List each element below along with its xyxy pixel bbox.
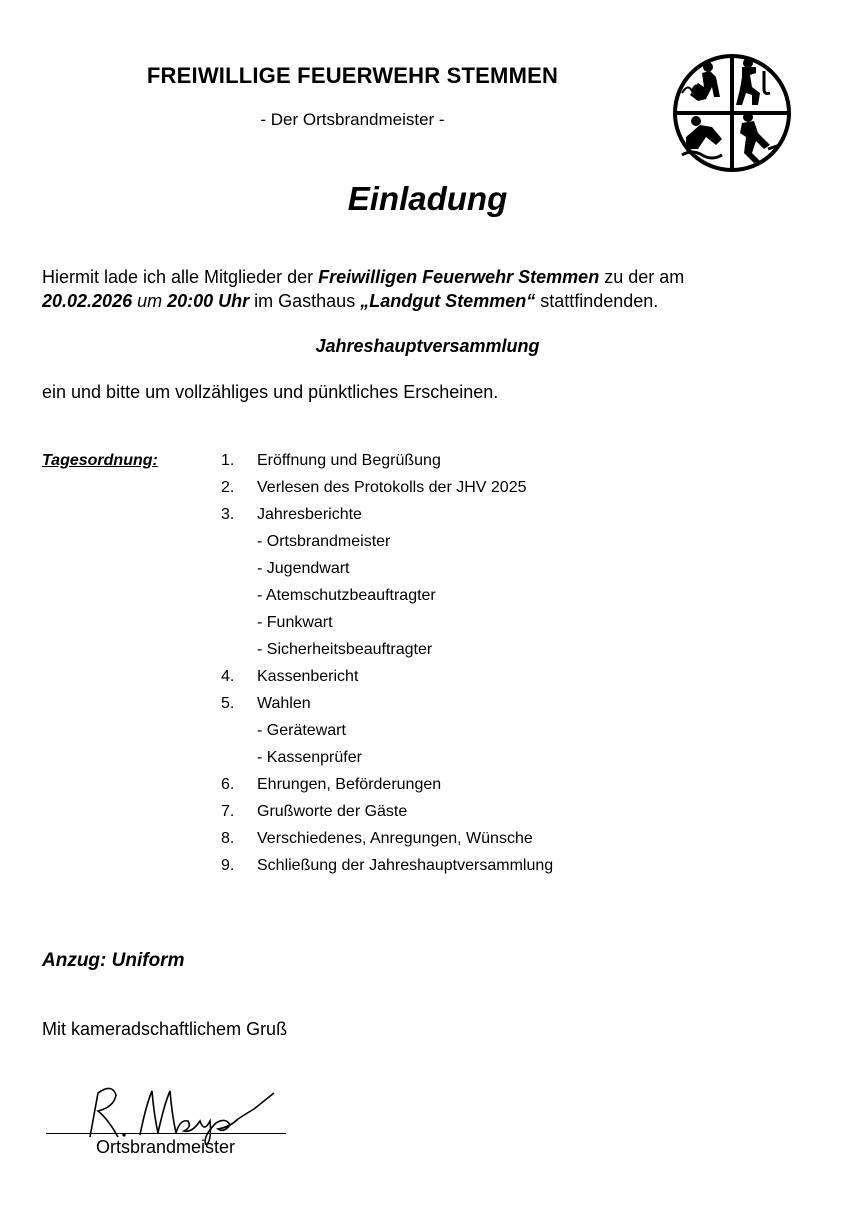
signer-role: Ortsbrandmeister bbox=[96, 1137, 236, 1157]
agenda-item-number: 4. bbox=[221, 668, 235, 685]
organization-role: - Der Ortsbrandmeister - bbox=[260, 110, 445, 129]
agenda-item bbox=[221, 693, 781, 720]
organization-mention: Freiwilligen Feuerwehr Stemmen bbox=[318, 267, 600, 287]
agenda-item-text: - Funkwart bbox=[257, 614, 333, 631]
agenda-item-number bbox=[221, 747, 257, 774]
agenda-item-number bbox=[221, 612, 257, 639]
meeting-date: 20.02.2026 bbox=[42, 291, 133, 311]
agenda-item-text: Jahresberichte bbox=[257, 506, 362, 523]
agenda-item-text: - Jugendwart bbox=[257, 560, 350, 577]
agenda-item-number: 5. bbox=[221, 695, 235, 712]
agenda-item-text: Verschiedenes, Anregungen, Wünsche bbox=[257, 830, 533, 847]
agenda-item-text: Wahlen bbox=[257, 695, 311, 712]
agenda-item bbox=[221, 801, 781, 828]
intro-um: um bbox=[132, 291, 168, 311]
intro-paragraph bbox=[42, 265, 832, 313]
agenda-item bbox=[221, 639, 781, 666]
agenda-item-number: 6. bbox=[221, 776, 235, 793]
intro-text-1: Hiermit lade ich alle Mitglieder der bbox=[42, 267, 319, 287]
agenda-item bbox=[221, 450, 781, 477]
greeting: Mit kameradschaftlichem Gruß bbox=[42, 1019, 288, 1039]
agenda-item bbox=[221, 855, 781, 882]
agenda-item-text: - Gerätewart bbox=[257, 722, 346, 739]
meeting-time: 20:00 Uhr bbox=[167, 291, 250, 311]
agenda-item-text: Eröffnung und Begrüßung bbox=[257, 452, 441, 469]
agenda-item bbox=[221, 558, 781, 585]
agenda-list bbox=[221, 450, 781, 882]
agenda-item-text: - Kassenprüfer bbox=[257, 749, 362, 766]
agenda-item-number: 2. bbox=[221, 479, 235, 496]
agenda-item bbox=[221, 720, 781, 747]
agenda-item-number bbox=[221, 585, 257, 612]
meeting-name: Jahreshauptversammlung bbox=[315, 336, 540, 356]
agenda-label: Tagesordnung: bbox=[42, 452, 158, 469]
agenda-item-number: 9. bbox=[221, 857, 235, 874]
agenda-item-number: 8. bbox=[221, 830, 235, 847]
agenda-item-text: Ehrungen, Beförderungen bbox=[257, 776, 442, 793]
agenda-item bbox=[221, 585, 781, 612]
agenda-item-number: 1. bbox=[221, 452, 235, 469]
agenda-item bbox=[221, 504, 781, 531]
intro-text-2: zu der am bbox=[599, 267, 685, 287]
agenda-item-number bbox=[221, 639, 257, 666]
agenda-item-number bbox=[221, 531, 257, 558]
agenda-item bbox=[221, 774, 781, 801]
agenda-item-text: - Atemschutzbeauftragter bbox=[257, 587, 436, 604]
dress-code: Anzug: Uniform bbox=[42, 950, 185, 971]
agenda-item-text: Grußworte der Gäste bbox=[257, 803, 408, 820]
document-title: Einladung bbox=[347, 180, 508, 217]
agenda-item-number: 3. bbox=[221, 506, 235, 523]
agenda-item bbox=[221, 666, 781, 693]
agenda-item bbox=[221, 747, 781, 774]
closing-sentence: ein und bitte um vollzähliges und pünktliches Erscheinen. bbox=[42, 382, 499, 402]
agenda-item bbox=[221, 531, 781, 558]
agenda-item-text: Verlesen des Protokolls der JHV 2025 bbox=[257, 479, 527, 496]
agenda-item-text: - Ortsbrandmeister bbox=[257, 533, 391, 550]
agenda-item-text: Kassenbericht bbox=[257, 668, 359, 685]
intro-text-4: stattfindenden. bbox=[535, 291, 659, 311]
agenda-item-number: 7. bbox=[221, 803, 235, 820]
agenda-item-number bbox=[221, 558, 257, 585]
agenda-item-text: - Sicherheitsbeauftragter bbox=[257, 641, 433, 658]
fire-brigade-emblem-icon bbox=[672, 53, 792, 173]
signature-line bbox=[46, 1133, 286, 1134]
agenda-item-text: Schließung der Jahreshauptversammlung bbox=[257, 857, 554, 874]
agenda-item bbox=[221, 477, 781, 504]
handwritten-signature bbox=[60, 1075, 290, 1145]
agenda-item bbox=[221, 828, 781, 855]
agenda-item-number bbox=[221, 720, 257, 747]
intro-text-3: im Gasthaus bbox=[249, 291, 361, 311]
meeting-venue: „Landgut Stemmen“ bbox=[360, 291, 536, 311]
organization-name: FREIWILLIGE FEUERWEHR STEMMEN bbox=[146, 63, 559, 88]
agenda-item bbox=[221, 612, 781, 639]
